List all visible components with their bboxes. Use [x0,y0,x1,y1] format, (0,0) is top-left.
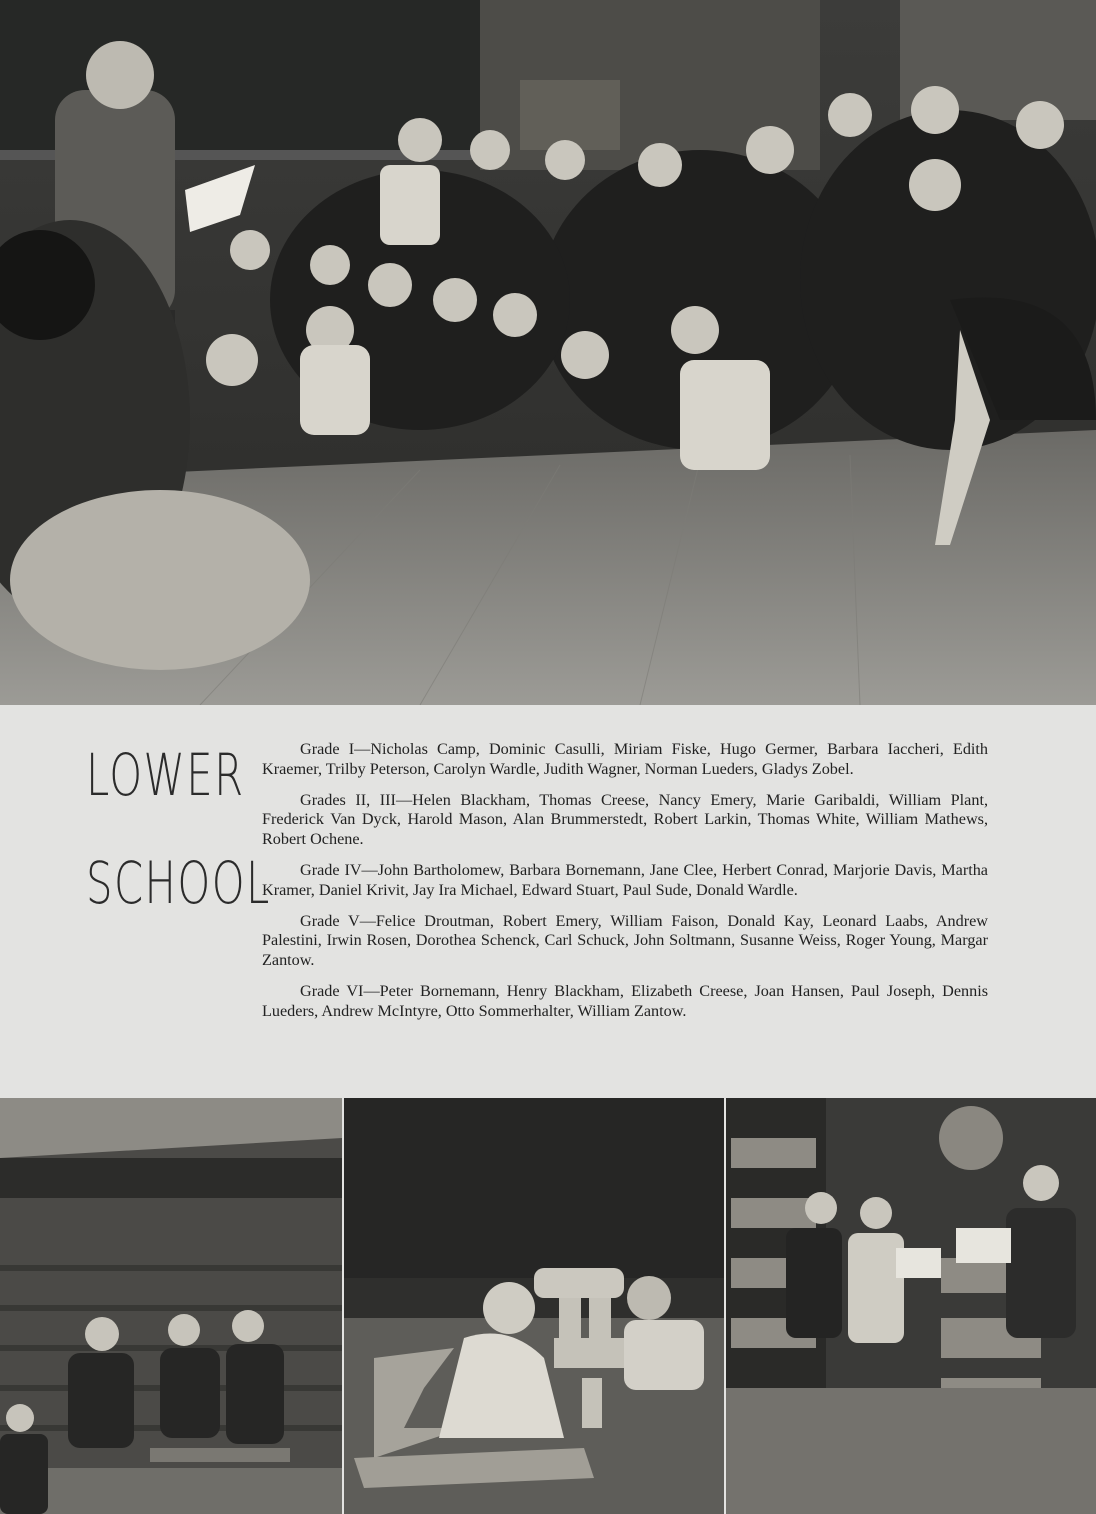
grade-names: Peter Bornemann, Henry Blackham, Elizabeth Creese, Joan Hansen, Paul Joseph, Dennis Lueders, Andrew McIntyre, Otto Sommerhalter, William Zantow. [262,981,988,1020]
grade-names: Helen Blackham, Thomas Creese, Nancy Emery, Marie Garibaldi, William Plant, Frederick Van Dyck, Harold Mason, Alan Brummerstedt, Robert Larkin, Thomas White, William Mathews, Robert Ochene. [262,790,989,848]
grade-label: Grade VI [300,981,364,1000]
section-title [86,738,271,920]
photo-classroom-story-time [0,0,1096,705]
cabin-photo-graphic [0,1098,342,1514]
grade-names: John Bartholomew, Barbara Bornemann, Jane Clee, Herbert Conrad, Marjorie Davis, Martha Kramer, Daniel Krivit, Jay Ira Michael, Edward Stuart, Paul Sude, Donald Wardle. [262,860,988,899]
grade-separator: — [361,860,378,879]
grade-label: Grades II, III [300,790,396,809]
library-photo-graphic [726,1098,1096,1514]
classroom-photo-graphic [0,0,1096,705]
photo-children-playing-with-blocks [344,1098,724,1514]
grade-paragraph [262,791,988,850]
grade-label: Grade V [300,911,360,930]
grade-separator: — [395,790,413,809]
grade-paragraph [262,982,988,1021]
grade-paragraph [262,740,988,779]
photo-children-in-library [726,1098,1096,1514]
section-title-line-1: LOWER [86,741,245,809]
blocks-photo-graphic [344,1098,724,1514]
grade-separator: — [359,911,376,930]
photo-children-in-log-cabin [0,1098,342,1514]
grade-paragraph [262,912,988,971]
grade-label: Grade I [300,740,355,758]
section-title-line-2: SCHOOL [86,849,271,917]
grade-names: Nicholas Camp, Dominic Casulli, Miriam Fiske, Hugo Germer, Barbara Iaccheri, Edith Kraemer, Trilby Peterson, Carolyn Wardle, Judith Wagner, Norman Lueders, Gladys Zobel. [262,740,988,778]
grade-names: Felice Droutman, Robert Emery, William Faison, Donald Kay, Leonard Laabs, Andrew Palestini, Irwin Rosen, Dorothea Schenck, Carl Schuck, John Soltmann, Susanne Weiss, Roger Young, Margar Zantow. [262,911,988,969]
grade-label: Grade IV [300,860,362,879]
grade-roster [262,740,988,1033]
grade-separator: — [363,981,380,1000]
grade-separator: — [354,740,371,758]
grade-paragraph [262,861,988,900]
